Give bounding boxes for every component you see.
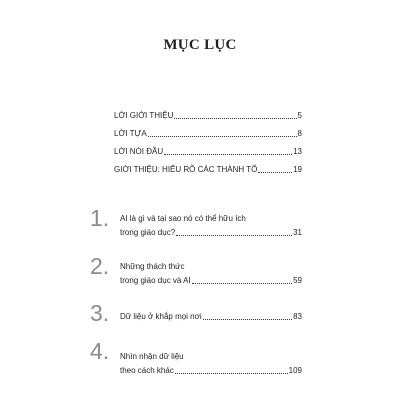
toc-entry-foreword[interactable] — [114, 127, 302, 139]
dot-leader — [164, 154, 292, 155]
toc-entry-label: LỜI GIỚI THIỆU — [114, 111, 174, 120]
chapter-title-line — [120, 272, 302, 286]
toc-entry-label: LỜI TỰA — [114, 129, 147, 138]
page-title: MỤC LỤC — [163, 37, 237, 53]
toc-chapter-2[interactable] — [90, 255, 302, 291]
toc-chapter-1[interactable] — [90, 207, 302, 243]
chapter-page: 59 — [293, 276, 302, 285]
chapter-number: 4. — [90, 338, 110, 364]
chapter-title-line — [120, 362, 302, 376]
chapter-page: 31 — [293, 228, 302, 237]
chapter-title-continued: trong giáo dục và AI — [120, 276, 191, 285]
chapter-title-line — [120, 258, 302, 272]
dot-leader — [174, 118, 296, 119]
chapter-page: 109 — [288, 366, 302, 375]
dot-leader — [176, 235, 292, 236]
chapter-title-continued: trong giáo dục? — [120, 228, 176, 237]
dot-leader — [258, 172, 292, 173]
dot-leader — [148, 136, 297, 137]
chapter-title: Nhìn nhận dữ liệu — [120, 352, 184, 361]
toc-entry-understanding-components[interactable] — [114, 163, 302, 175]
chapter-number: 2. — [90, 253, 110, 279]
toc-entry-introduction[interactable] — [114, 109, 302, 121]
chapter-title: Dữ liệu ở khắp mọi nơi — [120, 312, 202, 321]
toc-entry-page: 19 — [293, 165, 302, 174]
chapter-number: 3. — [90, 300, 110, 326]
toc-entry-label: GIỚI THIỆU: HIỂU RÕ CÁC THÀNH TỐ — [114, 165, 258, 174]
chapter-title-continued: theo cách khác — [120, 366, 174, 375]
dot-leader — [203, 319, 292, 320]
dot-leader — [192, 283, 292, 284]
toc-entry-label: LỜI NÓI ĐẦU — [114, 147, 164, 156]
chapter-title-line — [120, 210, 302, 224]
chapter-title: Những thách thức — [120, 262, 185, 271]
toc-entry-page: 13 — [293, 147, 302, 156]
chapter-title-line — [120, 224, 302, 238]
toc-entry-preface[interactable] — [114, 145, 302, 157]
chapter-title-line — [120, 348, 302, 362]
chapter-number: 1. — [90, 205, 110, 231]
chapter-page: 83 — [293, 312, 302, 321]
toc-chapter-3[interactable] — [90, 302, 302, 328]
chapter-title: AI là gì và tại sao nó có thể hữu ích — [120, 214, 246, 223]
toc-entry-page: 5 — [297, 111, 302, 120]
chapter-title-line — [120, 308, 302, 322]
toc-chapter-4[interactable] — [90, 340, 302, 376]
dot-leader — [175, 373, 288, 374]
toc-entry-page: 8 — [297, 129, 302, 138]
